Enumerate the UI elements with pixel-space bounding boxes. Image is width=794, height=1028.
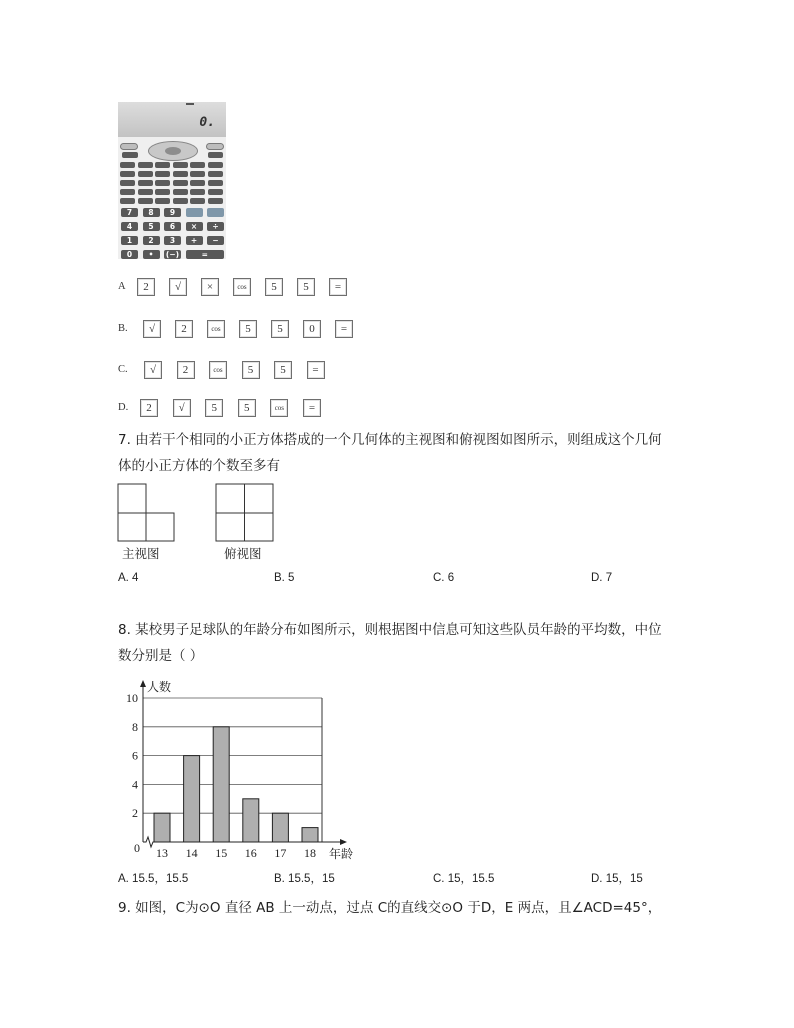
- bar-14: [184, 756, 200, 842]
- calculator-function-key: [208, 171, 223, 177]
- top-view-label: 俯视图: [224, 546, 262, 561]
- key-sequence: [143, 320, 353, 338]
- view-square: [216, 484, 245, 513]
- calculator-function-key: [138, 171, 153, 177]
- calculator-key-4-2: −: [207, 236, 224, 245]
- calculator-function-key: [190, 180, 205, 186]
- front-view-figure: [117, 483, 177, 543]
- calculator-key-1-2: 2: [143, 236, 160, 245]
- question-7-option-a: A. 4: [118, 572, 139, 584]
- calculator-key-2-2: 3: [164, 236, 181, 245]
- question-7-text: 7. 由若干个相同的小正方体搭成的一个几何体的主视图和俯视图如图所示，则组成这个几何: [118, 432, 662, 448]
- question-7-option-c: C. 6: [433, 572, 455, 584]
- option-label: A: [118, 281, 126, 292]
- key-box-5: 5: [297, 278, 315, 296]
- calculator-function-key: [138, 198, 153, 204]
- key-box-5: 5: [274, 361, 292, 379]
- x-axis-title: 年龄: [329, 847, 354, 861]
- calculator-key-4-1: ÷: [207, 222, 224, 231]
- calculator-keypad: [118, 102, 226, 259]
- question-8-option-c: C. 15，15.5: [433, 873, 495, 885]
- calculator-function-key: [208, 198, 223, 204]
- calculator-function-key: [186, 208, 203, 217]
- calculator-key-1-3: •: [143, 250, 160, 259]
- calculator-key-1-1: 5: [143, 222, 160, 231]
- key-box-times: ×: [201, 278, 219, 296]
- key-box-cos: cos: [209, 361, 227, 379]
- front-view-label: 主视图: [122, 546, 160, 561]
- calculator-key-2-0: 9: [164, 208, 181, 217]
- view-square: [146, 513, 174, 541]
- key-box-cos: cos: [207, 320, 225, 338]
- key-box-5: 5: [205, 399, 223, 417]
- y-tick-label: 8: [132, 719, 138, 734]
- x-tick-label: 13: [156, 846, 168, 860]
- calculator-function-key: [173, 180, 188, 186]
- calculator-function-key: [138, 180, 153, 186]
- calculator-function-key: [208, 152, 223, 158]
- key-sequence: [137, 278, 347, 296]
- bar-17: [272, 813, 288, 842]
- option-c-key-sequence: [118, 361, 378, 379]
- calculator-function-key: [122, 152, 138, 158]
- calculator-key-2-3: (−): [165, 250, 180, 259]
- key-box-sqrt: √: [169, 278, 187, 296]
- option-d-key-sequence: [118, 399, 378, 417]
- view-square: [245, 484, 274, 513]
- view-square: [118, 513, 146, 541]
- x-axis-arrow: [340, 839, 347, 845]
- y-tick-label: 4: [132, 777, 138, 792]
- bar-18: [302, 828, 318, 842]
- key-box-sqrt: √: [173, 399, 191, 417]
- key-box-5: 5: [242, 361, 260, 379]
- calculator-function-key: [120, 189, 135, 195]
- calculator-function-key: [190, 171, 205, 177]
- question-8-text: 8. 某校男子足球队的年龄分布如图所示，则根据图中信息可知这些队员年龄的平均数，中位: [118, 622, 662, 638]
- calculator-key-2-1: 6: [164, 222, 181, 231]
- calculator-function-key: [207, 208, 224, 217]
- x-tick-label: 16: [244, 846, 257, 860]
- y-tick-label: 10: [126, 691, 138, 705]
- top-view-figure: [215, 483, 275, 543]
- calculator-function-key: [120, 171, 135, 177]
- calculator-function-key: [120, 180, 135, 186]
- key-box-5: 5: [238, 399, 256, 417]
- x-tick-label: 17: [274, 846, 287, 860]
- view-square: [216, 513, 245, 541]
- question-8-option-a: A. 15.5，15.5: [118, 873, 189, 885]
- key-box-equals: =: [307, 361, 325, 379]
- calculator-key-0-1: 4: [121, 222, 138, 231]
- key-box-equals: =: [329, 278, 347, 296]
- bar-13: [154, 813, 170, 842]
- bar-16: [243, 799, 259, 842]
- y-tick-label: 2: [132, 806, 138, 821]
- bar-15: [213, 727, 229, 842]
- question-7-option-b: B. 5: [274, 572, 295, 584]
- calculator-function-key: [155, 171, 170, 177]
- calculator-function-key: [190, 162, 205, 168]
- calculator-function-key: [208, 162, 223, 168]
- key-box-equals: =: [335, 320, 353, 338]
- option-label: D.: [118, 402, 129, 413]
- x-tick-label: 15: [215, 846, 228, 860]
- key-box-0: 0: [303, 320, 321, 338]
- calculator-key-3-3: =: [186, 250, 225, 259]
- question-8-option-d: D. 15，15: [591, 873, 643, 885]
- key-box-2: 2: [140, 399, 158, 417]
- key-box-2: 2: [137, 278, 155, 296]
- key-sequence: [140, 399, 321, 417]
- calculator-function-key: [138, 189, 153, 195]
- key-box-2: 2: [177, 361, 195, 379]
- y-tick-label: 6: [132, 748, 138, 763]
- calculator-function-key: [173, 189, 188, 195]
- question-8-text-continued: 数分别是（ ）: [118, 648, 204, 664]
- key-sequence: [144, 361, 325, 379]
- key-box-2: 2: [175, 320, 193, 338]
- key-box-sqrt: √: [143, 320, 161, 338]
- calculator-function-key: [120, 198, 135, 204]
- x-tick-label: 18: [304, 846, 316, 860]
- calculator-key-3-1: ×: [186, 222, 203, 231]
- y-axis-title: 人数: [147, 680, 172, 694]
- key-box-cos: cos: [270, 399, 288, 417]
- calculator-key-0-2: 1: [121, 236, 138, 245]
- calculator-function-key: [208, 180, 223, 186]
- calculator-key-1-0: 8: [143, 208, 160, 217]
- calculator-function-key: [173, 171, 188, 177]
- calculator-key-3-2: +: [186, 236, 203, 245]
- calculator-function-key: [155, 198, 170, 204]
- key-box-5: 5: [271, 320, 289, 338]
- option-label: C.: [118, 364, 128, 375]
- question-8-option-b: B. 15.5，15: [274, 873, 335, 885]
- calculator-function-key: [190, 198, 205, 204]
- calculator-key-0-3: 0: [121, 250, 138, 259]
- calculator-function-key: [155, 162, 170, 168]
- calculator-function-key: [206, 143, 224, 150]
- calculator-navigation-pad-center: [165, 147, 181, 155]
- key-box-5: 5: [265, 278, 283, 296]
- calculator-function-key: [190, 189, 205, 195]
- view-square: [245, 513, 274, 541]
- calculator-key-0-0: 7: [121, 208, 138, 217]
- calculator-function-key: [173, 162, 188, 168]
- calculator-function-key: [173, 198, 188, 204]
- x-tick-label: 14: [185, 846, 198, 860]
- key-box-equals: =: [303, 399, 321, 417]
- key-box-5: 5: [239, 320, 257, 338]
- calculator-function-key: [138, 162, 153, 168]
- calculator-function-key: [155, 189, 170, 195]
- key-box-cos: cos: [233, 278, 251, 296]
- calculator-image: [118, 102, 226, 259]
- calculator-navigation-pad: [148, 141, 198, 161]
- y-tick-label: 0: [134, 841, 140, 855]
- calculator-display-value: 0.: [199, 115, 215, 130]
- question-7-text-continued: 体的小正方体的个数至多有: [118, 458, 280, 474]
- question-9-text: 9. 如图，C为⊙O 直径 AB 上一动点，过点 C的直线交⊙O 于D，E 两点，且∠ACD=45°，: [118, 900, 662, 916]
- age-distribution-bar-chart: [118, 676, 358, 866]
- view-square: [118, 484, 146, 513]
- option-a-key-sequence: [118, 278, 378, 296]
- calculator-function-key: [120, 143, 138, 150]
- calculator-function-key: [120, 162, 135, 168]
- calculator-function-key: [208, 189, 223, 195]
- key-box-sqrt: √: [144, 361, 162, 379]
- question-7-option-d: D. 7: [591, 572, 613, 584]
- option-label: B.: [118, 323, 128, 334]
- y-axis-arrow: [140, 680, 146, 687]
- option-b-key-sequence: [118, 320, 378, 338]
- calculator-function-key: [155, 180, 170, 186]
